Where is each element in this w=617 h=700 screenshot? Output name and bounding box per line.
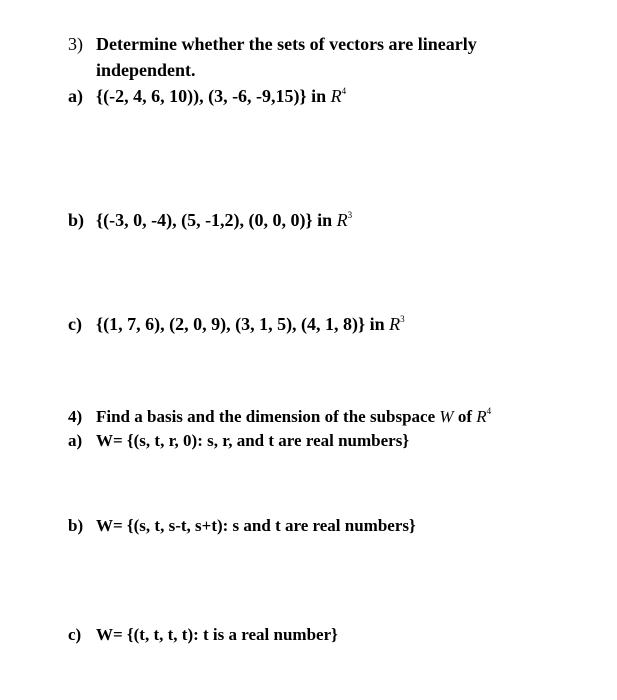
q4-heading bbox=[68, 406, 491, 428]
q4-part-a-text: W= {(s, t, r, 0): s, r, and t are real numbers} bbox=[96, 431, 410, 450]
q3-heading-cont bbox=[96, 59, 196, 81]
q3-heading-line1: Determine whether the sets of vectors are linearly bbox=[96, 34, 477, 54]
q3-heading-line2: independent. bbox=[96, 60, 196, 80]
q3-number: 3) bbox=[68, 34, 83, 54]
q3-part-a-set: {(-2, 4, 6, 10)), (3, -6, -9,15)} in bbox=[96, 86, 327, 106]
q4-part-a-label: a) bbox=[68, 431, 83, 450]
q4-part-a bbox=[68, 430, 409, 452]
q3-part-b-set: {(-3, 0, -4), (5, -1,2), (0, 0, 0)} in bbox=[96, 210, 333, 230]
q3-part-b-space: R bbox=[336, 210, 348, 230]
q4-part-b-label: b) bbox=[68, 516, 84, 535]
q4-part-c-text: W= {(t, t, t, t): t is a real number} bbox=[96, 625, 338, 644]
q3-part-b-label: b) bbox=[68, 210, 85, 230]
q3-part-a bbox=[68, 85, 346, 107]
q4-heading-of: of bbox=[457, 407, 472, 426]
q4-heading-dim: 4 bbox=[486, 406, 492, 416]
q3-part-c bbox=[68, 313, 405, 335]
q3-part-b bbox=[68, 209, 352, 231]
q3-heading bbox=[68, 33, 477, 55]
q4-part-c bbox=[68, 624, 338, 646]
q4-heading-space: R bbox=[476, 407, 487, 426]
q4-heading-text: Find a basis and the dimension of the subspace bbox=[96, 407, 436, 426]
q4-part-b-text: W= {(s, t, s-t, s+t): s and t are real numbers} bbox=[96, 516, 416, 535]
q3-part-a-label: a) bbox=[68, 86, 83, 106]
q4-part-c-label: c) bbox=[68, 625, 82, 644]
q3-part-a-space: R bbox=[330, 86, 342, 106]
q3-part-c-space: R bbox=[389, 314, 401, 334]
q4-part-b bbox=[68, 515, 416, 537]
q4-heading-var: W bbox=[439, 407, 454, 426]
q3-part-b-dim: 3 bbox=[347, 210, 353, 220]
q3-part-a-dim: 4 bbox=[341, 86, 347, 96]
q4-number: 4) bbox=[68, 407, 83, 426]
q3-part-c-set: {(1, 7, 6), (2, 0, 9), (3, 1, 5), (4, 1, 8)} in bbox=[96, 314, 385, 334]
q3-part-c-dim: 3 bbox=[400, 314, 405, 324]
q3-part-c-label: c) bbox=[68, 314, 82, 334]
